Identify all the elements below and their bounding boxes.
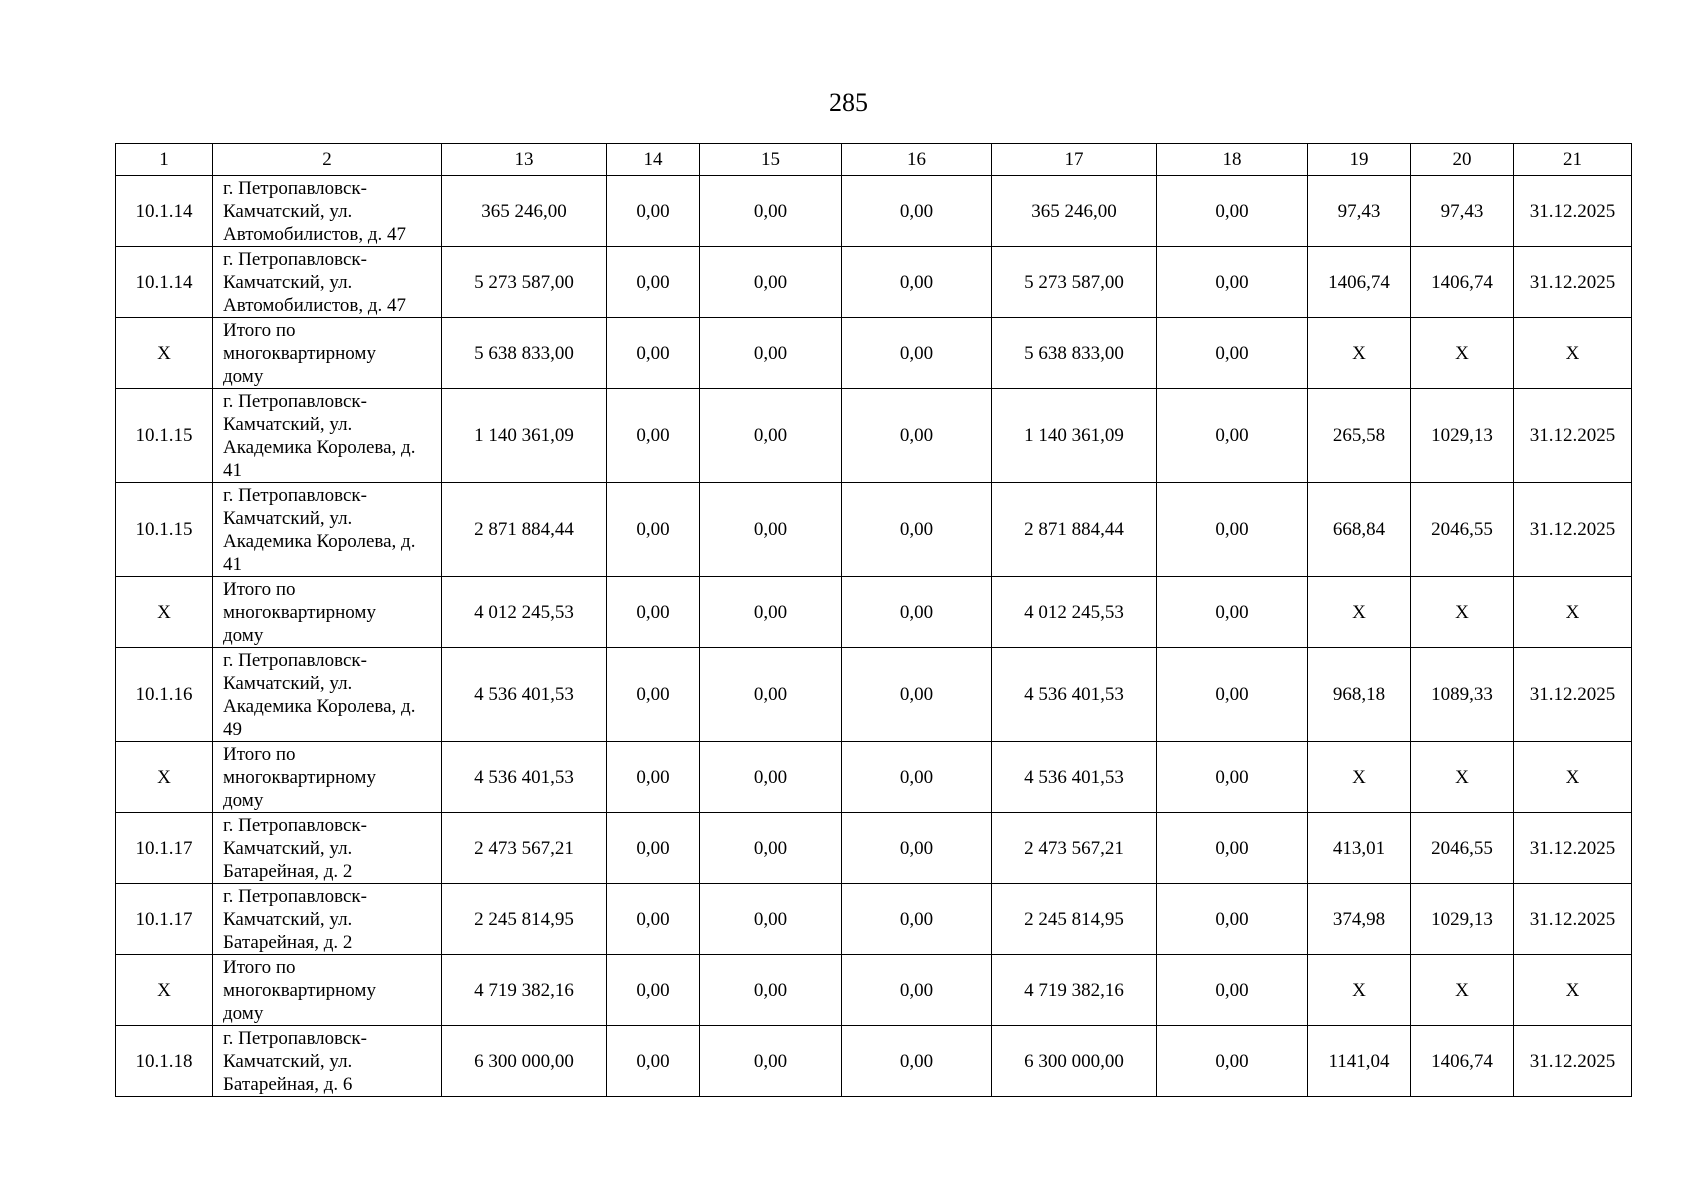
value-cell: X — [1514, 742, 1632, 813]
address-line: многоквартирному — [223, 979, 376, 1001]
row-number-cell: 10.1.16 — [116, 648, 213, 742]
value-cell: 968,18 — [1308, 648, 1411, 742]
value-cell: X — [1514, 577, 1632, 648]
address-cell — [213, 648, 442, 742]
row-number-cell: 10.1.15 — [116, 483, 213, 577]
address-line: Камчатский, ул. — [223, 672, 353, 694]
address-line: Камчатский, ул. — [223, 837, 353, 859]
value-cell: 0,00 — [1157, 577, 1308, 648]
address-line: Камчатский, ул. — [223, 1050, 353, 1072]
value-cell: 0,00 — [700, 318, 842, 389]
address-line: г. Петропавловск- — [223, 1027, 367, 1049]
row-number-cell: 10.1.17 — [116, 813, 213, 884]
address-cell — [213, 813, 442, 884]
value-cell: 31.12.2025 — [1514, 483, 1632, 577]
value-cell: 1 140 361,09 — [992, 389, 1157, 483]
value-cell: 0,00 — [700, 176, 842, 247]
value-cell: 0,00 — [607, 1026, 700, 1097]
value-cell: 0,00 — [607, 247, 700, 318]
value-cell: 5 638 833,00 — [992, 318, 1157, 389]
value-cell: 5 638 833,00 — [442, 318, 607, 389]
column-header: 18 — [1157, 144, 1308, 176]
row-number-cell: X — [116, 742, 213, 813]
row-number-cell: 10.1.18 — [116, 1026, 213, 1097]
value-cell: 0,00 — [607, 884, 700, 955]
address-line: Академика Королева, д. — [223, 530, 416, 552]
header-row — [116, 144, 1632, 176]
value-cell: X — [1514, 955, 1632, 1026]
value-cell: 0,00 — [607, 389, 700, 483]
table-row — [116, 483, 1632, 577]
address-cell — [213, 577, 442, 648]
value-cell: 0,00 — [1157, 813, 1308, 884]
column-header: 15 — [700, 144, 842, 176]
address-line: Итого по — [223, 743, 296, 765]
value-cell: 0,00 — [1157, 483, 1308, 577]
value-cell: X — [1308, 577, 1411, 648]
value-cell: X — [1411, 742, 1514, 813]
value-cell: 0,00 — [842, 318, 992, 389]
row-number-cell: X — [116, 318, 213, 389]
address-cell — [213, 884, 442, 955]
value-cell: 0,00 — [1157, 247, 1308, 318]
column-header: 20 — [1411, 144, 1514, 176]
address-line: г. Петропавловск- — [223, 885, 367, 907]
value-cell: 97,43 — [1308, 176, 1411, 247]
value-cell: 0,00 — [1157, 318, 1308, 389]
value-cell: 0,00 — [842, 648, 992, 742]
column-header: 2 — [213, 144, 442, 176]
value-cell: 4 012 245,53 — [442, 577, 607, 648]
address-line: Батарейная, д. 6 — [223, 1073, 353, 1095]
table-row — [116, 247, 1632, 318]
value-cell: 4 012 245,53 — [992, 577, 1157, 648]
value-cell: 0,00 — [1157, 1026, 1308, 1097]
value-cell: 0,00 — [607, 318, 700, 389]
column-header: 21 — [1514, 144, 1632, 176]
value-cell: 365 246,00 — [442, 176, 607, 247]
table-row — [116, 318, 1632, 389]
value-cell: 0,00 — [842, 247, 992, 318]
value-cell: X — [1411, 955, 1514, 1026]
address-line: Камчатский, ул. — [223, 271, 353, 293]
value-cell: 1406,74 — [1411, 247, 1514, 318]
value-cell: 0,00 — [607, 483, 700, 577]
value-cell: 4 536 401,53 — [992, 742, 1157, 813]
address-line: многоквартирному — [223, 601, 376, 623]
value-cell: 31.12.2025 — [1514, 247, 1632, 318]
table-row — [116, 176, 1632, 247]
address-cell — [213, 176, 442, 247]
value-cell: 1029,13 — [1411, 884, 1514, 955]
address-line: Камчатский, ул. — [223, 413, 353, 435]
value-cell: X — [1308, 955, 1411, 1026]
value-cell: 0,00 — [700, 742, 842, 813]
value-cell: 0,00 — [700, 884, 842, 955]
table-row — [116, 577, 1632, 648]
table-row — [116, 389, 1632, 483]
value-cell: X — [1308, 318, 1411, 389]
column-header: 13 — [442, 144, 607, 176]
table-row — [116, 813, 1632, 884]
value-cell: X — [1411, 318, 1514, 389]
address-line: г. Петропавловск- — [223, 814, 367, 836]
column-header: 16 — [842, 144, 992, 176]
value-cell: 0,00 — [700, 1026, 842, 1097]
address-line: 41 — [223, 459, 242, 481]
row-number-cell: 10.1.15 — [116, 389, 213, 483]
value-cell: 0,00 — [842, 813, 992, 884]
value-cell: X — [1411, 577, 1514, 648]
table-row — [116, 884, 1632, 955]
column-header: 14 — [607, 144, 700, 176]
address-line: г. Петропавловск- — [223, 177, 367, 199]
address-line: дому — [223, 624, 264, 646]
value-cell: 0,00 — [842, 389, 992, 483]
address-line: г. Петропавловск- — [223, 484, 367, 506]
table-row — [116, 648, 1632, 742]
row-number-cell: 10.1.14 — [116, 247, 213, 318]
address-line: г. Петропавловск- — [223, 649, 367, 671]
value-cell: 6 300 000,00 — [442, 1026, 607, 1097]
value-cell: 31.12.2025 — [1514, 1026, 1632, 1097]
value-cell: 31.12.2025 — [1514, 648, 1632, 742]
value-cell: 668,84 — [1308, 483, 1411, 577]
row-number-cell: 10.1.14 — [116, 176, 213, 247]
address-line: Академика Королева, д. — [223, 695, 416, 717]
address-cell — [213, 1026, 442, 1097]
value-cell: 1 140 361,09 — [442, 389, 607, 483]
value-cell: 5 273 587,00 — [442, 247, 607, 318]
value-cell: 0,00 — [842, 483, 992, 577]
address-cell — [213, 247, 442, 318]
data-table — [115, 143, 1632, 1097]
address-line: 41 — [223, 553, 242, 575]
value-cell: 0,00 — [607, 577, 700, 648]
value-cell: 0,00 — [700, 955, 842, 1026]
value-cell: 2 473 567,21 — [442, 813, 607, 884]
value-cell: 2 245 814,95 — [442, 884, 607, 955]
address-line: дому — [223, 789, 264, 811]
value-cell: 0,00 — [1157, 742, 1308, 813]
value-cell: 2 871 884,44 — [992, 483, 1157, 577]
value-cell: 0,00 — [1157, 389, 1308, 483]
value-cell: 1029,13 — [1411, 389, 1514, 483]
address-line: Батарейная, д. 2 — [223, 931, 353, 953]
value-cell: 0,00 — [700, 577, 842, 648]
value-cell: 2 473 567,21 — [992, 813, 1157, 884]
value-cell: 0,00 — [700, 247, 842, 318]
column-header: 19 — [1308, 144, 1411, 176]
value-cell: 0,00 — [700, 648, 842, 742]
address-line: Камчатский, ул. — [223, 908, 353, 930]
value-cell: 97,43 — [1411, 176, 1514, 247]
value-cell: 374,98 — [1308, 884, 1411, 955]
value-cell: 0,00 — [842, 955, 992, 1026]
value-cell: 4 536 401,53 — [442, 648, 607, 742]
row-number-cell: 10.1.17 — [116, 884, 213, 955]
row-number-cell: X — [116, 577, 213, 648]
value-cell: 365 246,00 — [992, 176, 1157, 247]
address-line: г. Петропавловск- — [223, 248, 367, 270]
value-cell: 31.12.2025 — [1514, 813, 1632, 884]
address-line: Итого по — [223, 956, 296, 978]
address-line: Камчатский, ул. — [223, 507, 353, 529]
value-cell: 1141,04 — [1308, 1026, 1411, 1097]
value-cell: 1089,33 — [1411, 648, 1514, 742]
value-cell: 0,00 — [842, 742, 992, 813]
value-cell: 31.12.2025 — [1514, 389, 1632, 483]
column-header: 17 — [992, 144, 1157, 176]
value-cell: 0,00 — [842, 1026, 992, 1097]
value-cell: 0,00 — [607, 813, 700, 884]
address-line: Автомобилистов, д. 47 — [223, 223, 407, 245]
value-cell: 0,00 — [607, 742, 700, 813]
address-line: дому — [223, 365, 264, 387]
value-cell: 31.12.2025 — [1514, 176, 1632, 247]
value-cell: 0,00 — [607, 955, 700, 1026]
value-cell: 4 719 382,16 — [442, 955, 607, 1026]
address-line: Итого по — [223, 578, 296, 600]
value-cell: 2 245 814,95 — [992, 884, 1157, 955]
address-line: Итого по — [223, 319, 296, 341]
address-line: Академика Королева, д. — [223, 436, 416, 458]
value-cell: 5 273 587,00 — [992, 247, 1157, 318]
value-cell: 0,00 — [842, 176, 992, 247]
value-cell: 0,00 — [1157, 884, 1308, 955]
address-line: многоквартирному — [223, 342, 376, 364]
address-line: г. Петропавловск- — [223, 390, 367, 412]
table-row — [116, 955, 1632, 1026]
value-cell: 0,00 — [1157, 648, 1308, 742]
value-cell: 4 719 382,16 — [992, 955, 1157, 1026]
value-cell: 0,00 — [700, 483, 842, 577]
table-row — [116, 1026, 1632, 1097]
value-cell: 0,00 — [700, 389, 842, 483]
value-cell: 2 871 884,44 — [442, 483, 607, 577]
value-cell: 0,00 — [842, 577, 992, 648]
column-header: 1 — [116, 144, 213, 176]
value-cell: 6 300 000,00 — [992, 1026, 1157, 1097]
table-row — [116, 742, 1632, 813]
address-cell — [213, 389, 442, 483]
address-line: дому — [223, 1002, 264, 1024]
address-cell — [213, 955, 442, 1026]
value-cell: 0,00 — [700, 813, 842, 884]
value-cell: 4 536 401,53 — [992, 648, 1157, 742]
value-cell: 1406,74 — [1308, 247, 1411, 318]
value-cell: 0,00 — [842, 884, 992, 955]
value-cell: 265,58 — [1308, 389, 1411, 483]
value-cell: 31.12.2025 — [1514, 884, 1632, 955]
address-line: Батарейная, д. 2 — [223, 860, 353, 882]
value-cell: 2046,55 — [1411, 813, 1514, 884]
address-line: 49 — [223, 718, 242, 740]
address-cell — [213, 483, 442, 577]
address-line: многоквартирному — [223, 766, 376, 788]
value-cell: 1406,74 — [1411, 1026, 1514, 1097]
page-number: 285 — [829, 88, 868, 117]
address-line: Автомобилистов, д. 47 — [223, 294, 407, 316]
address-cell — [213, 318, 442, 389]
value-cell: 0,00 — [1157, 176, 1308, 247]
value-cell: 413,01 — [1308, 813, 1411, 884]
value-cell: X — [1308, 742, 1411, 813]
value-cell: 2046,55 — [1411, 483, 1514, 577]
value-cell: X — [1514, 318, 1632, 389]
value-cell: 4 536 401,53 — [442, 742, 607, 813]
address-cell — [213, 742, 442, 813]
row-number-cell: X — [116, 955, 213, 1026]
value-cell: 0,00 — [1157, 955, 1308, 1026]
address-line: Камчатский, ул. — [223, 200, 353, 222]
value-cell: 0,00 — [607, 648, 700, 742]
value-cell: 0,00 — [607, 176, 700, 247]
